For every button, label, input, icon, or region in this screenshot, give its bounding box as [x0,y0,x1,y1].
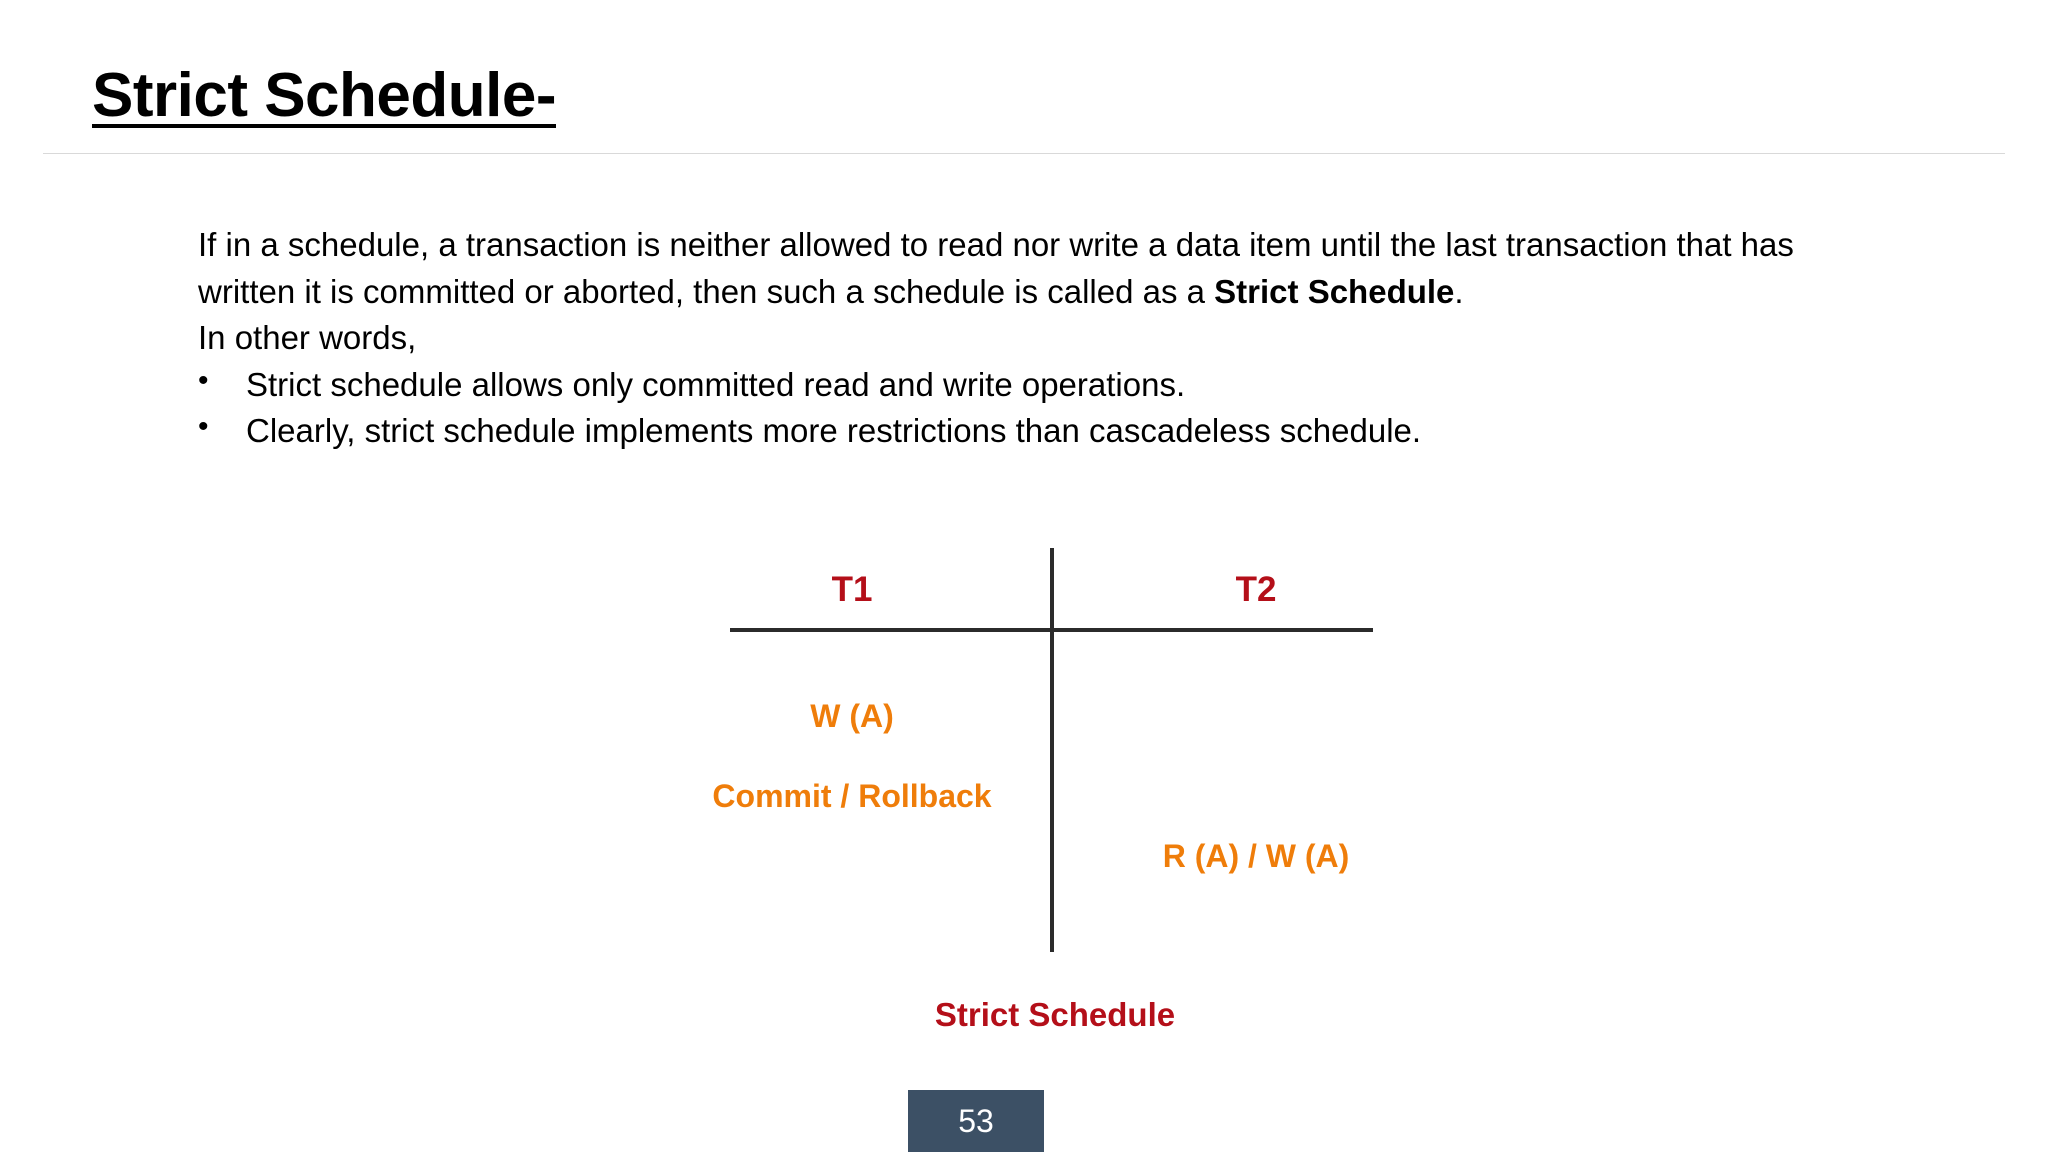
t2-column-header: T2 [1235,570,1277,609]
intro-line: In other words, [198,319,417,356]
t1-column-header: T1 [831,570,873,609]
definition-term: Strict Schedule [1214,272,1455,310]
bullet-icon: • [198,410,209,443]
slide-body [198,222,1858,455]
page-number-badge [908,1090,1044,1152]
definition-text: If in a schedule, a transaction is neither allowed to read nor write a data item until the last transaction that has written it is committed or aborted, then such a schedule is called as a [198,226,1794,310]
slide-title: Strict Schedule- [92,61,556,130]
column-divider-line [1050,548,1054,952]
bullet-icon: • [198,363,209,397]
definition-end: . [1454,272,1464,310]
title-divider [43,153,2005,154]
diagram-caption: Strict Schedule [934,996,1176,1033]
header-divider-line [730,628,1373,632]
bullet-text: Strict schedule allows only committed read and write operations. [246,365,1186,403]
page-number: 53 [958,1102,994,1139]
t1-operation: W (A) [810,698,894,734]
t1-operation: Commit / Rollback [712,778,992,814]
t2-operation: R (A) / W (A) [1162,838,1350,874]
definition-paragraph [198,222,1858,315]
bullet-list [198,362,1858,455]
bullet-text: Clearly, strict schedule implements more restrictions than cascadeless schedule. [246,412,1422,449]
list-item [198,362,1858,409]
schedule-diagram [680,540,1400,1060]
list-item [198,408,1858,455]
